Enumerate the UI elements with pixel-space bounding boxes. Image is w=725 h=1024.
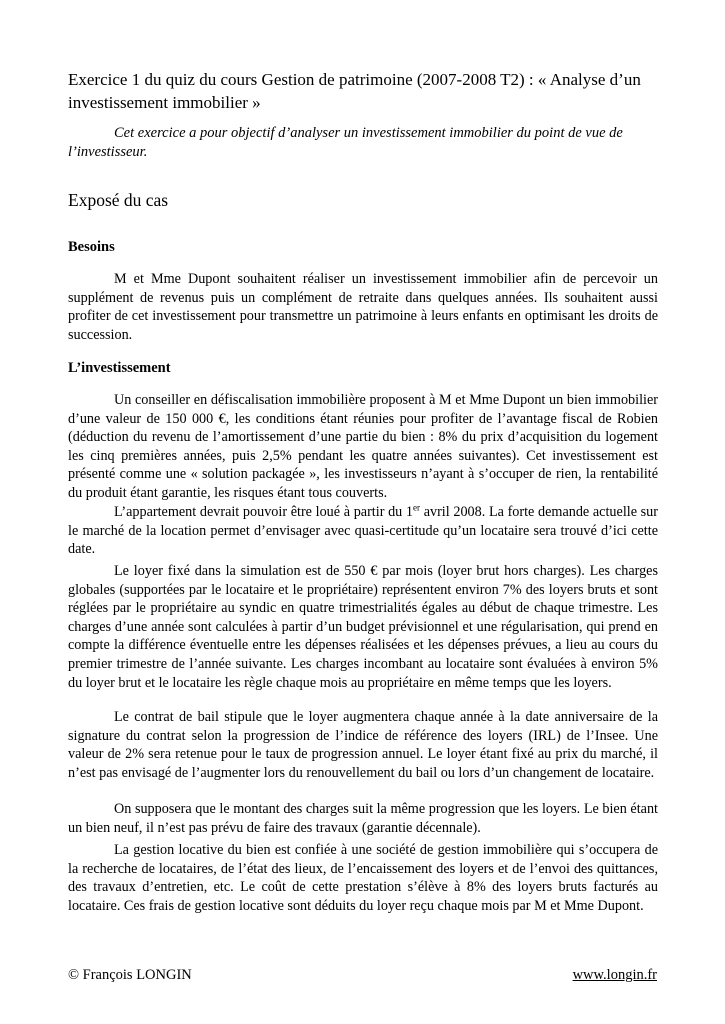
- investissement-paragraph-2: [68, 503, 658, 559]
- paragraph-2-text-end: avril 2008. La forte demande actuelle sur le marché de la location permet d’envisager avec quasi-certitude qu’un locataire sera trouvé d’ici cette date.: [68, 504, 658, 558]
- footer-copyright: © François LONGIN: [68, 967, 192, 983]
- paragraph-2-superscript: er: [413, 502, 421, 513]
- investissement-paragraph-1: Un conseiller en défiscalisation immobilière proposent à M et Mme Dupont un bien immobilier d’une valeur de 150 000 €, les conditions étant réunies pour profiter de l’avantage fiscal de Robien (déduction du revenu de l’amortissement d’une partie du bien : 8% du prix d’acquisition du logement les cinq premières années, puis 2,5% pendant les quatre années suivantes). Cet investissement est présenté comme une « solution packagée », les investisseurs n’ayant à s’occuper de rien, la rentabilité du produit étant garantie, les risques étant tous couverts.: [68, 392, 658, 501]
- investissement-paragraph-3: Le loyer fixé dans la simulation est de 550 € par mois (loyer brut hors charges). Les charges globales (supportées par le locataire et le propriétaire) représentent environ 7% des loyers bruts et sont réglées par le propriétaire au syndic en quatre trimestrialités égales au début de chaque trimestre. Les charges d’une année sont calculées à partir d’un budget prévisionnel et une régularisation, qui prend en compte la différence éventuelle entre les dépenses réalisées et les dépenses prévues, a lieu au cours du premier trimestre de l’année suivante. Les charges incombant au locataire sont évaluées à environ 5% du loyer brut et le locataire les règle chaque mois au propriétaire en même temps que les loyers.: [68, 563, 658, 691]
- document-subtitle: Cet exercice a pour objectif d’analyser un investissement immobilier du point de vue de l’investisseur.: [68, 125, 623, 160]
- footer-website-link[interactable]: www.longin.fr: [572, 967, 657, 983]
- investissement-paragraph-4: Le contrat de bail stipule que le loyer augmentera chaque année à la date anniversaire de la signature du contrat selon la progression de l’indice de référence des loyers (IRL) de l’Insee. Une valeur de 2% sera retenue pour le taux de progression annuel. Le loyer étant fixé au prix du marché, il n’est pas envisagé de l’augmenter lors du renouvellement du bail ou lors d’un changement de locataire.: [68, 709, 658, 781]
- besoins-heading: Besoins: [68, 239, 115, 255]
- document-title: Exercice 1 du quiz du cours Gestion de patrimoine (2007-2008 T2) : « Analyse d’un investissement immobilier »: [68, 70, 641, 112]
- investissement-paragraph-6: La gestion locative du bien est confiée à une société de gestion immobilière qui s’occupera de la recherche de locataires, de l’état des lieux, de l’encaissement des loyers et de l’envoi des quittances, des travaux d’entretien, etc. Le coût de cette prestation s’élève à 8% des loyers bruts facturés au locataire. Ces frais de gestion locative sont déduits du loyer reçu chaque mois par M et Mme Dupont.: [68, 842, 658, 914]
- paragraph-2-text-start: L’appartement devrait pouvoir être loué à partir du 1: [114, 504, 414, 520]
- besoins-paragraph: M et Mme Dupont souhaitent réaliser un investissement immobilier afin de percevoir un supplément de revenus puis un complément de retraite dans quelques années. Ils souhaitent aussi profiter de cet investissement pour transmettre un patrimoine à leurs enfants en optimisant les droits de succession.: [68, 271, 658, 343]
- section-title: Exposé du cas: [68, 190, 169, 210]
- investissement-heading: L’investissement: [68, 360, 171, 376]
- investissement-paragraph-5: On supposera que le montant des charges suit la même progression que les loyers. Le bien étant un bien neuf, il n’est pas prévu de faire des travaux (garantie décennale).: [68, 801, 658, 836]
